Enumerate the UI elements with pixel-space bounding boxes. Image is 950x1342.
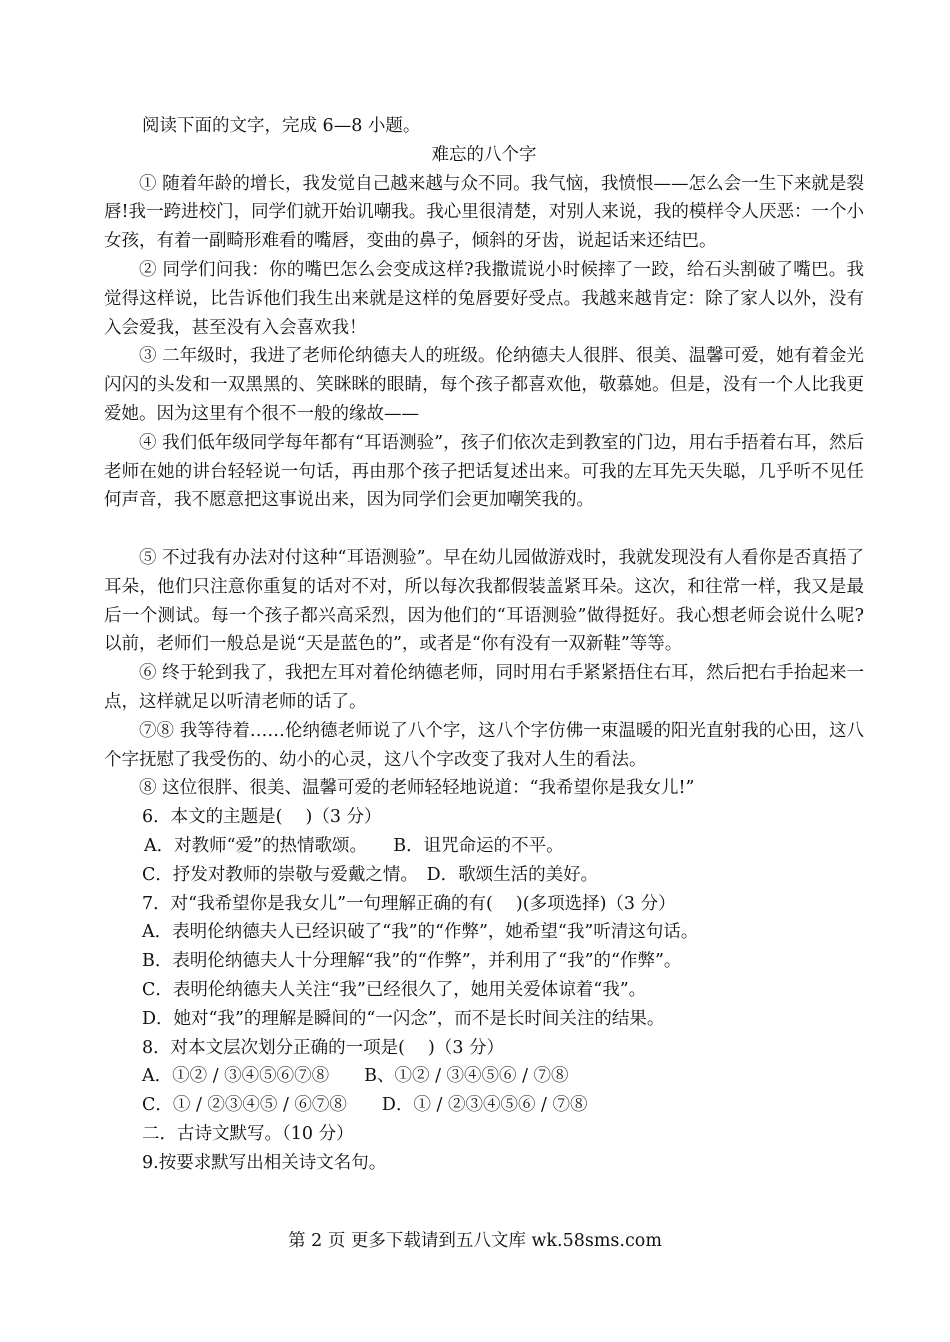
article-paragraph-7: ⑦⑧ 我等待着……伦纳德老师说了八个字，这八个字仿佛一束温暖的阳光直射我的心田，这八个字抚慰了我受伤的、幼小的心灵，这八个字改变了我对人生的看法。 <box>104 720 864 770</box>
reading-instruction: 阅读下面的文字，完成 6—8 小题。 <box>142 116 421 136</box>
question-6-stem: 6．本文的主题是( )（3 分） <box>142 807 382 828</box>
article-paragraph-1: ① 随着年龄的增长，我发觉自己越来越与众不同。我气恼，我愤恨——怎么会一生下来就是裂唇!我一跨进校门，同学们就开始讥嘲我。我心里很清楚，对别人来说，我的模样令人厌恶：一个小女孩，有着一副畸形难看的嘴唇，变曲的鼻子，倾斜的牙齿，说起话来还结巴。 <box>104 173 864 252</box>
question-7-option-a: A．表明伦纳德夫人已经识破了“我”的“作弊”，她希望“我”听清这句话。 <box>142 922 699 943</box>
question-7-option-c: C．表明伦纳德夫人关注“我”已经很久了，她用关爱体谅着“我”。 <box>142 979 647 1000</box>
article-paragraph-6: ⑥ 终于轮到我了，我把左耳对着伦纳德老师，同时用右手紧紧捂住右耳，然后把右手抬起来一点，这样就足以听清老师的话了。 <box>104 663 864 712</box>
question-7-option-d: D．她对“我”的理解是瞬间的“一闪念”，而不是长时间关注的结果。 <box>142 1008 665 1029</box>
section-2-heading: 二．古诗文默写。（10 分） <box>142 1123 354 1144</box>
question-7-option-b: B．表明伦纳德夫人十分理解“我”的“作弊”，并利用了“我”的“作弊”。 <box>142 951 682 972</box>
article-paragraph-8: ⑧ 这位很胖、很美、温馨可爱的老师轻轻地说道：“我希望你是我女儿!” <box>139 778 695 799</box>
article-paragraph-3: ③ 二年级时，我进了老师伦纳德夫人的班级。伦纳德夫人很胖、很美、温馨可爱，她有着金光闪闪的头发和一双黑黑的、笑眯眯的眼睛，每个孩子都喜欢他，敬慕她。但是，没有一个人比我更爱她。因为这里有个很不一般的缘故—— <box>104 346 864 424</box>
question-8-options-ab: A．①② / ③④⑤⑥⑦⑧ B、①② / ③④⑤⑥ / ⑦⑧ <box>142 1066 569 1087</box>
question-6-options-ab: A．对教师“爱”的热情歌颂。 B．诅咒命运的不平。 <box>144 835 564 856</box>
page-footer: 第 2 页 更多下载请到五八文库 wk.58sms.com <box>288 1231 662 1251</box>
question-7-stem: 7．对“我希望你是我女儿”一句理解正确的有( )(多项选择)（3 分） <box>142 893 676 914</box>
document-page <box>104 112 864 1177</box>
article-paragraph-2: ② 同学们问我：你的嘴巴怎么会变成这样?我撒谎说小时候摔了一跤，给石头割破了嘴巴。我觉得这样说，比告诉他们我生出来就是这样的兔唇要好受点。我越来越肯定：除了家人以外，没有入会爱我，甚至没有入会喜欢我！ <box>104 259 864 338</box>
paragraph-spacer <box>104 515 864 544</box>
question-6-options-cd: C．抒发对教师的崇敬与爱戴之情。 D．歌颂生活的美好。 <box>142 864 599 885</box>
article-title: 难忘的八个字 <box>431 144 537 165</box>
question-8-stem: 8．对本文层次划分正确的一项是( )（3 分） <box>142 1037 505 1058</box>
article-paragraph-4: ④ 我们低年级同学每年都有“耳语测验”，孩子们依次走到教室的门边，用右手捂着右耳，然后老师在她的讲台轻轻说一句话，再由那个孩子把话复述出来。可我的左耳先天失聪，几乎听不见任何声音，我不愿意把这事说出来，因为同学们会更加嘲笑我的。 <box>104 432 864 511</box>
question-8-options-cd: C．① / ②③④⑤ / ⑥⑦⑧ D．① / ②③④⑤⑥ / ⑦⑧ <box>142 1095 588 1116</box>
question-9-stem: 9.按要求默写出相关诗文名句。 <box>142 1152 387 1173</box>
article-paragraph-5: ⑤ 不过我有办法对付这种“耳语测验”。早在幼儿园做游戏时，我就发现没有人看你是否真捂了耳朵，他们只注意你重复的话对不对，所以每次我都假装盖紧耳朵。这次，和往常一样，我又是最后一个测试。每一个孩子都兴高采烈，因为他们的“耳语测验”做得挺好。我心想老师会说什么呢?以前，老师们一般总是说“天是蓝色的”，或者是“你有没有一双新鞋”等等。 <box>104 547 864 655</box>
